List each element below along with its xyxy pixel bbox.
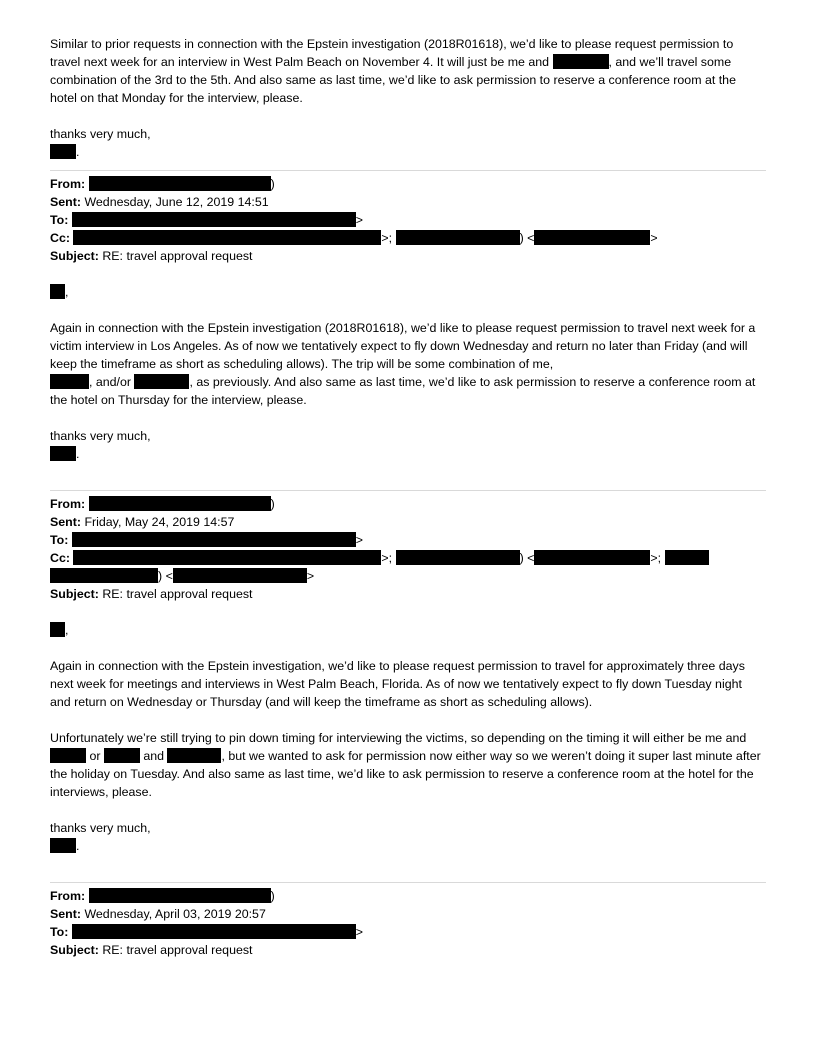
to-line: To: > (50, 533, 364, 547)
redaction-box (50, 622, 65, 637)
closing-line: thanks very much, (50, 821, 151, 835)
email-body-paragraph (50, 35, 766, 107)
redaction-box (89, 496, 271, 511)
email-header (50, 887, 766, 959)
redaction-box (534, 550, 650, 565)
redaction-box (73, 550, 381, 565)
redaction-box (50, 838, 76, 853)
email-document (50, 35, 766, 959)
signature: . (50, 445, 766, 463)
signature: . (50, 837, 766, 855)
email-body-paragraph: Again in connection with the Epstein investigation (2018R01618), we’d like to please request permission to travel next week for a victim interview in Los Angeles. As of now we tentatively expect to fly down Wednesday and return no later than Friday (and will keep the timeframe as short as scheduling allows). The trip will be some combination of me, , and/or , as previously. And also same as last time, we’d like to ask permission to reserve a conference room at the hotel on Thursday for the interview, please. (50, 321, 756, 407)
subject-line: Subject: RE: travel approval request (50, 587, 253, 601)
redaction-box (396, 230, 520, 245)
redaction-box (72, 924, 356, 939)
greeting: , (50, 621, 766, 639)
redaction-box (72, 532, 356, 547)
email-2 (50, 175, 766, 463)
sent-line: Sent: Wednesday, April 03, 2019 20:57 (50, 907, 266, 921)
redaction-box (134, 374, 189, 389)
redaction-box (73, 230, 381, 245)
email-header (50, 495, 766, 603)
redaction-box (665, 550, 709, 565)
email-4 (50, 887, 766, 959)
header-divider (50, 882, 766, 883)
redaction-box (89, 888, 271, 903)
closing-line: thanks very much, (50, 429, 151, 443)
redaction-box (89, 176, 271, 191)
redaction-box (167, 748, 221, 763)
to-line: To: > (50, 213, 364, 227)
cc-line: Cc: >; ) < >; ) < > (50, 549, 766, 585)
closing-line: thanks very much, (50, 127, 151, 141)
email-body-paragraph: Again in connection with the Epstein investigation, we’d like to please request permission to travel for approximately three days next week for meetings and interviews in West Palm Beach, Florida. As of now we tentatively expect to fly down Tuesday night and return on Wednesday or Thursday (and will keep the timeframe as short as scheduling allows). (50, 659, 745, 709)
from-line: From: ) (50, 889, 275, 903)
to-line: To: > (50, 925, 364, 939)
redaction-box (173, 568, 307, 583)
from-line: From: ) (50, 177, 275, 191)
redaction-box (72, 212, 356, 227)
redaction-box (50, 446, 76, 461)
email-header (50, 175, 766, 265)
redaction-box (50, 748, 86, 763)
greeting: , (50, 283, 766, 301)
header-divider (50, 490, 766, 491)
redaction-box (553, 54, 609, 69)
email-3 (50, 495, 766, 855)
body-text: Similar to prior requests in connection with the Epstein investigation (2018R01618), we’d like to please request permission to travel next week for an interview in West Palm Beach on November 4. It will just be me and (50, 37, 734, 69)
redaction-box (50, 144, 76, 159)
signature: . (50, 143, 766, 161)
redaction-box (396, 550, 520, 565)
redaction-box (50, 374, 89, 389)
redaction-box (50, 284, 65, 299)
email-body-paragraph: Unfortunately we’re still trying to pin down timing for interviewing the victims, so depending on the timing it will either be me and or and , but we wanted to ask for permission now either way so we weren’t doing it super last minute after the holiday on Tuesday. And also same as last time, we’d like to ask permission to reserve a conference room at the hotel for the interviews, please. (50, 731, 761, 799)
body-text: , and we’ll travel some combination of the 3rd to the 5th. And also same as last time, we’d like to ask permission to reserve a conference room at the hotel on that Monday for the interview, please. (50, 55, 736, 105)
header-divider (50, 170, 766, 171)
from-line: From: ) (50, 497, 275, 511)
subject-line: Subject: RE: travel approval request (50, 249, 253, 263)
email-1 (50, 35, 766, 161)
sent-line: Sent: Wednesday, June 12, 2019 14:51 (50, 195, 269, 209)
redaction-box (104, 748, 140, 763)
subject-line: Subject: RE: travel approval request (50, 943, 253, 957)
redaction-box (534, 230, 650, 245)
redaction-box (50, 568, 158, 583)
cc-line: Cc: >; ) < > (50, 231, 658, 245)
sent-line: Sent: Friday, May 24, 2019 14:57 (50, 515, 235, 529)
